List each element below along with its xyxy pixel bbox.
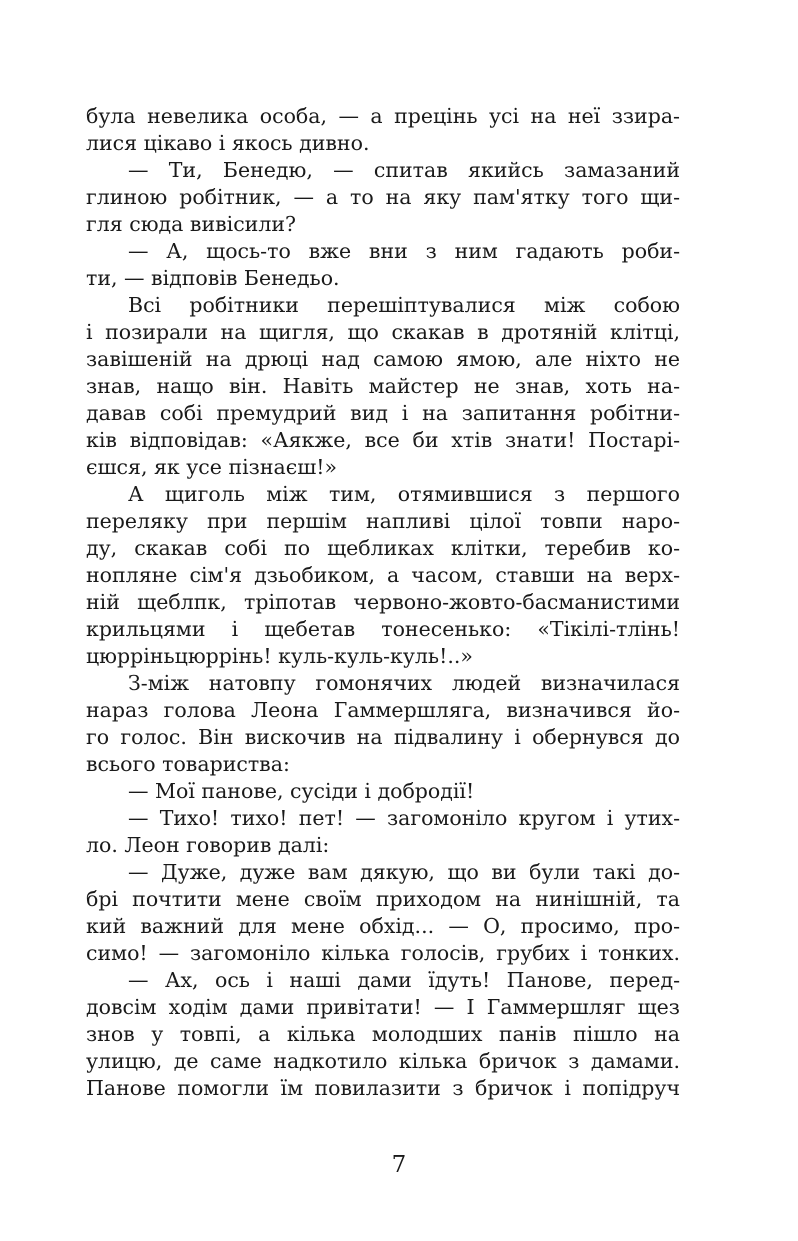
text-line: Панове помогли їм повилазити з бричок і попідруч (86, 1076, 680, 1100)
text-line: А щиголь між тим, отямившися з першого (128, 482, 680, 506)
text-line: ків відповідав: «Аякже, все би хтів знати! Постарі- (86, 428, 680, 452)
text-line: брі почтити мене своїм приходом на нинішній, та (86, 887, 680, 911)
text-line: крильцями і щебетав тонесенько: «Тікілі-тлінь! (86, 617, 680, 641)
page-number: 7 (391, 1152, 407, 1178)
text-line: Всі робітники перешіптувалися між собою (128, 293, 680, 317)
text-line: — Дуже, дуже вам дякую, що ви були такі до- (128, 860, 680, 884)
text-line: гля сюда вивісили? (86, 212, 297, 236)
text-line: го голос. Він вискочив на підвалину і обернувся до (86, 725, 680, 749)
text-line: — Тихо! тихо! пет! — загомоніло кругом і утих- (128, 806, 680, 830)
text-line: довсім ходім дами привітати! — І Гаммершляг щез (86, 995, 680, 1019)
text-line: давав собі премудрий вид і на запитання робітни- (86, 401, 680, 425)
text-line: З-між натовпу гомонячих людей визначилася (128, 671, 680, 695)
text-line: ній щеблпк, тріпотав червоно-жовто-басманистими (86, 590, 680, 614)
text-line: переляку при першім напливі цілої товпи наро- (86, 509, 680, 533)
text-line: всього товариства: (86, 752, 290, 776)
text-line: ду, скакав собі по щебликах клітки, теребив ко- (86, 536, 680, 560)
text-line: — Мої панове, сусіди і добродії! (128, 779, 475, 803)
text-line: — А, щось-то вже вни з ним гадають роби- (128, 239, 680, 263)
text-line: і позирали на щигля, що скакав в дротяній клітці, (86, 320, 680, 344)
text-line: улицю, де саме надкотило кілька бричок з дамами. (86, 1049, 680, 1073)
text-line: ло. Леон говорив далі: (86, 833, 330, 857)
text-line: нараз голова Леона Гаммершляга, визначився йо- (86, 698, 680, 722)
text-line: знав, нащо він. Навіть майстер не знав, хоть на- (86, 374, 680, 398)
text-line: ти, — відповів Бенедьо. (86, 266, 340, 290)
text-line: глиною робітник, — а то на яку пам'ятку того щи- (86, 185, 680, 209)
text-line: була невелика особа, — а прецінь усі на неї ззира- (86, 104, 680, 128)
text-line: єшся, як усе пізнаєш!» (86, 455, 338, 479)
text-line: нопляне сім'я дзьобиком, а часом, ставши на верх- (86, 563, 680, 587)
text-line: — Ти, Бенедю, — спитав якийсь замазаний (128, 158, 680, 182)
text-line: цюрріньцюррінь! куль-куль-куль!..» (86, 644, 473, 668)
text-line: кий важний для мене обхід... — О, просимо, про- (86, 914, 680, 938)
text-line: лися цікаво і якось дивно. (86, 131, 370, 155)
text-line: симо! — загомоніло кілька голосів, грубих і тонких. (86, 941, 680, 965)
text-line: знов у товпі, а кілька молодших панів пішло на (86, 1022, 680, 1046)
text-line: завішеній на дрюці над самою ямою, але ніхто не (86, 347, 680, 371)
text-line: — Ах, ось і наші дами їдуть! Панове, перед- (128, 968, 680, 992)
